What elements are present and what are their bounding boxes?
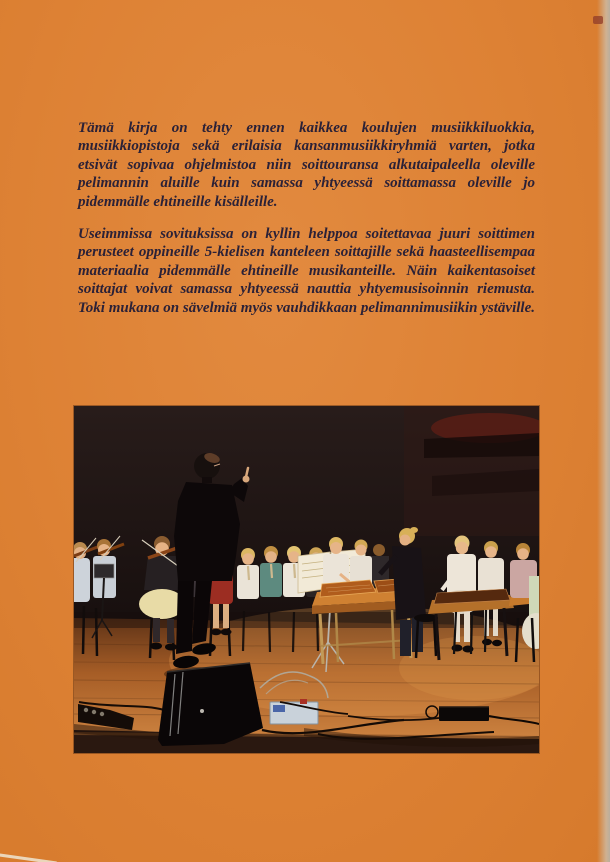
intro-paragraph-1: Tämä kirja on tehty ennen kaikkea koulujen musiikkiluokkia, musiikkiopistoja sekä erilaisia kansanmusiikkiryhmiä varten, jotka etsivät sopivaa ohjelmistoa niin soittouransa alkutaipaleella oleville pelimannin aluille kuin samassa yhtyeessä soittamassa oleville jo pidemmälle ehtineille kisälleille. bbox=[78, 120, 535, 210]
concert-photo bbox=[74, 406, 539, 753]
intro-text bbox=[78, 119, 535, 317]
scan-speck-artifact bbox=[593, 16, 603, 24]
intro-paragraph-2: Useimmissa sovituksissa on kyllin helppoa soitettavaa juuri soittimen perusteet oppineille 5-kielisen kanteleen soittajille sekä haasteellisempaa materiaalia pidemmälle ehtineille musikanteille. Näin kaikentasoiset soittajat voivat samassa yhtyeessä nauttia yhtyemusisoinnin riemusta. Toki mukana on sävelmiä myös vauhdikkaan pelimannimusiikin ystäville. bbox=[78, 226, 536, 316]
scan-corner-artifact bbox=[0, 853, 58, 862]
monitor-speaker bbox=[158, 663, 263, 746]
auditorium-red-glow bbox=[404, 406, 539, 536]
scan-edge-artifact bbox=[597, 0, 610, 862]
